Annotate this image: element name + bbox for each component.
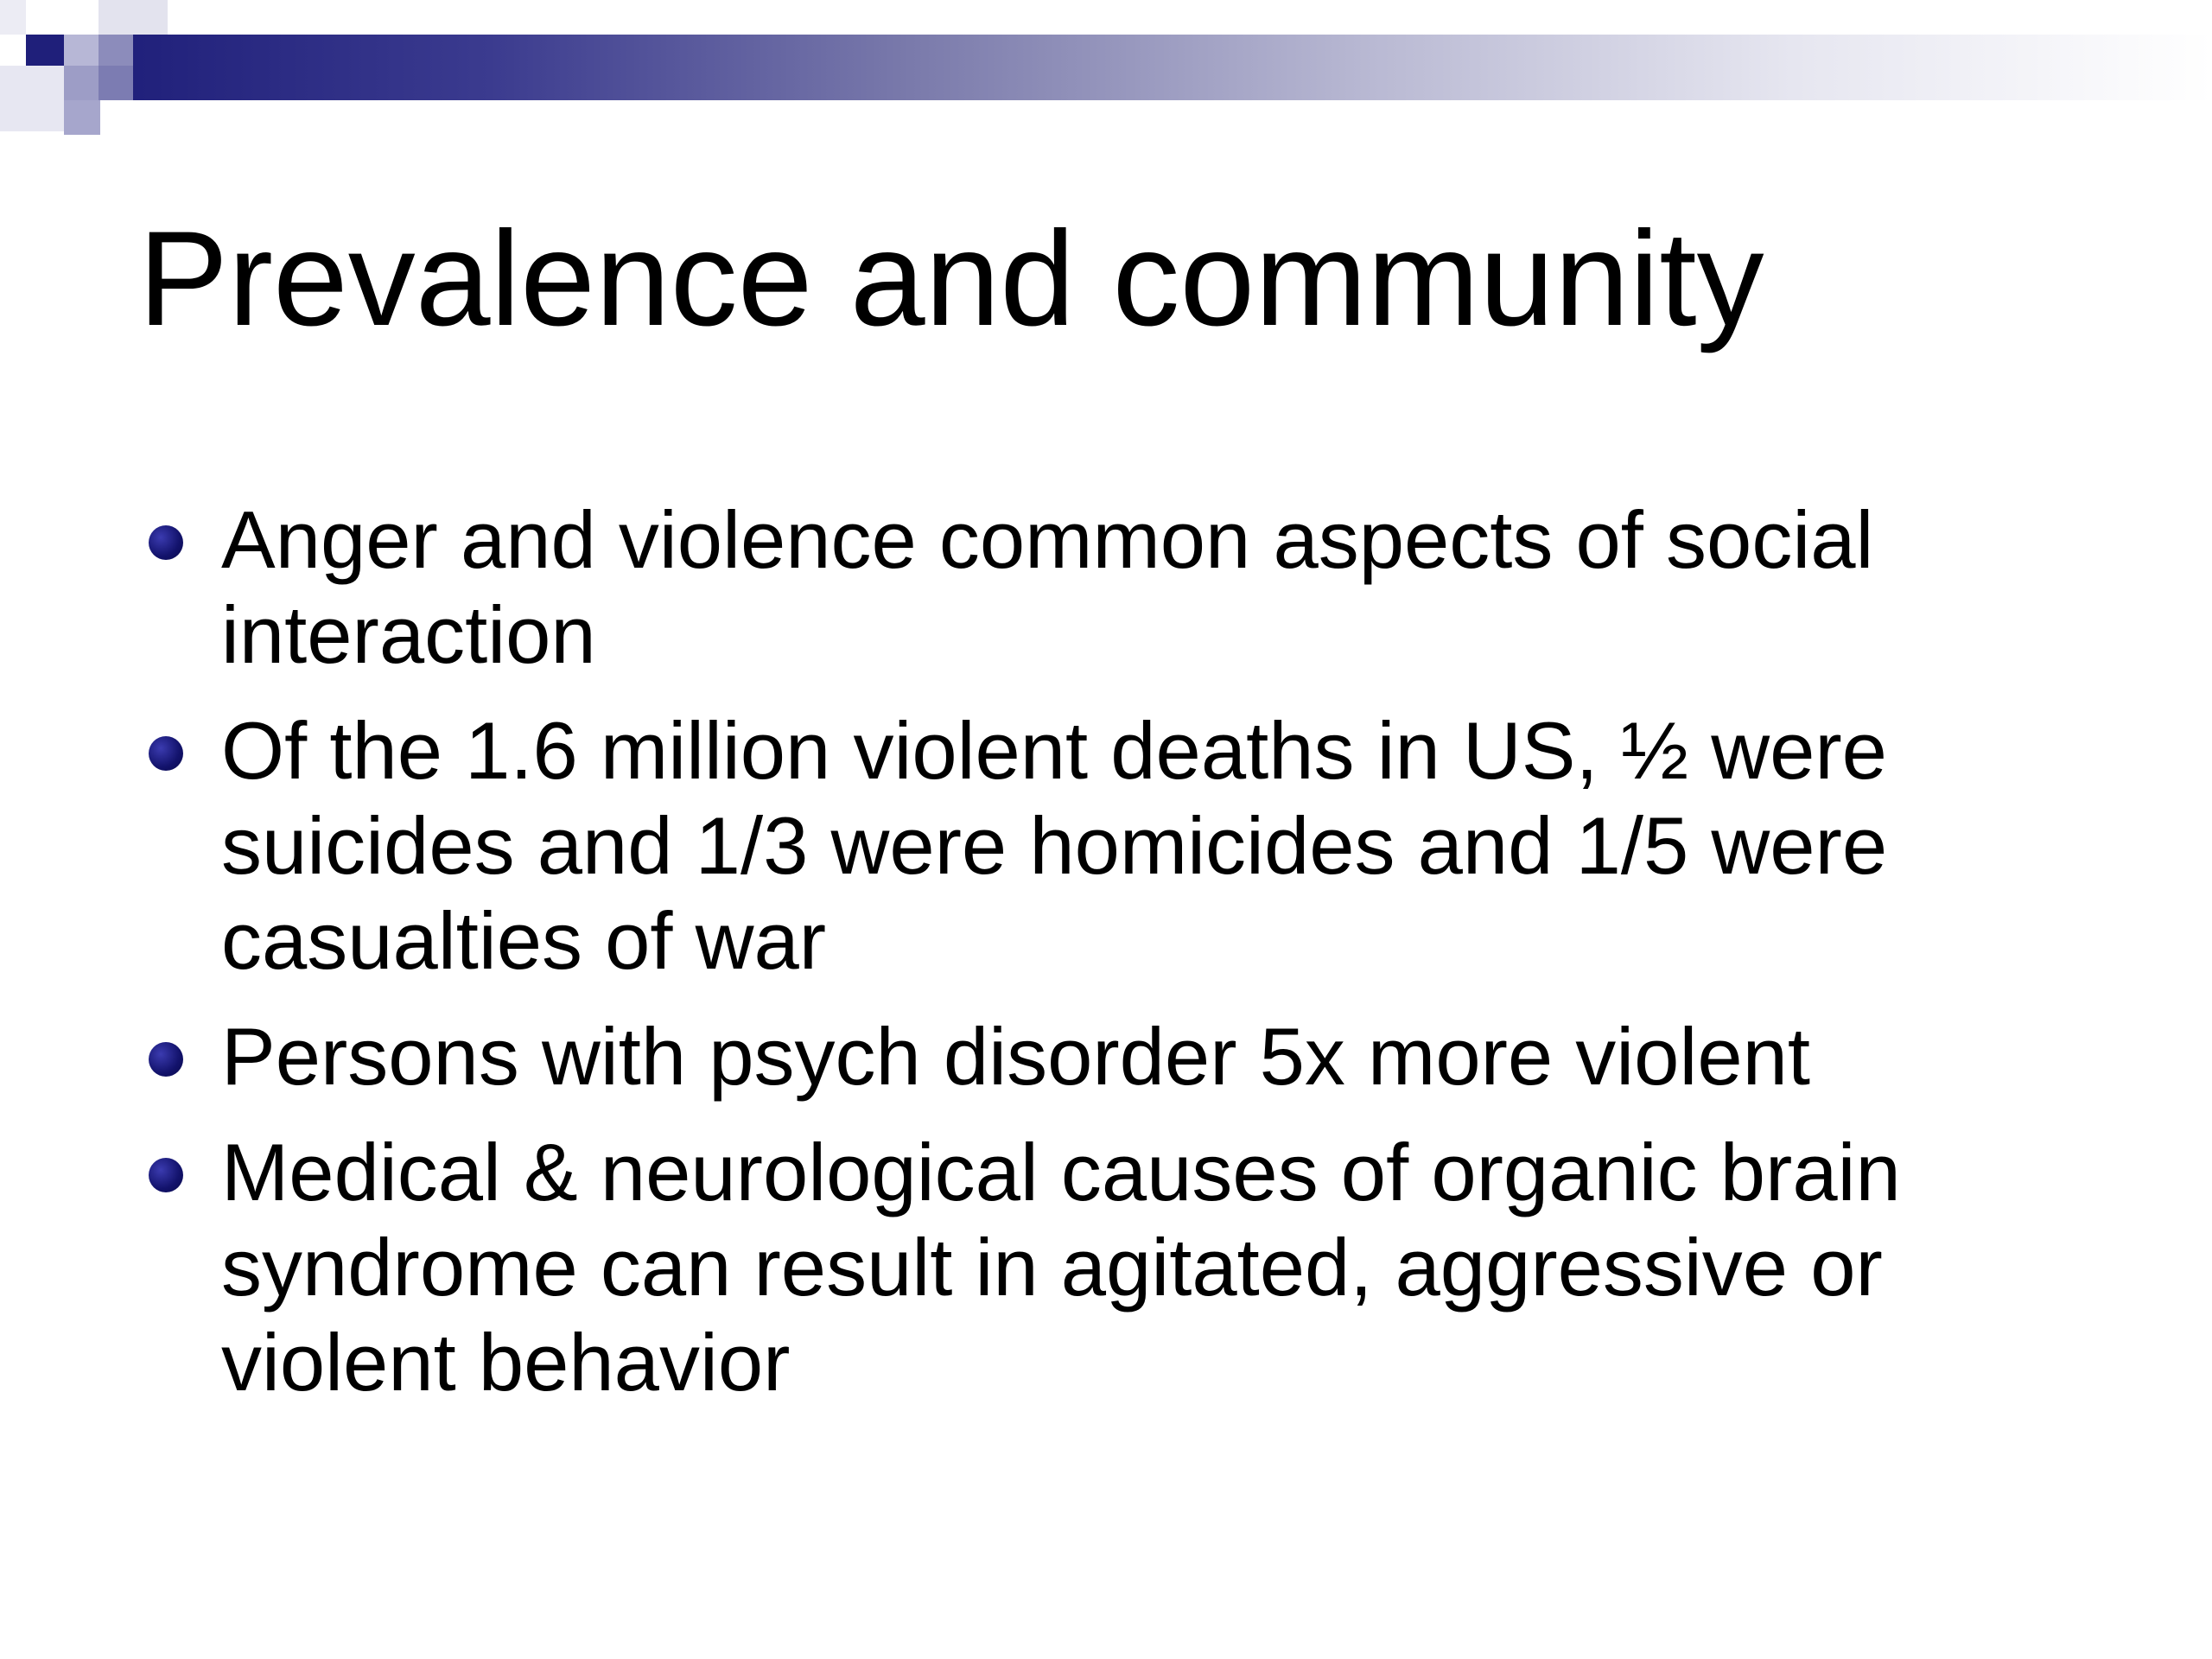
header-decorative-square xyxy=(0,66,64,131)
header-decorative-square xyxy=(99,35,133,66)
bullet-circle-icon xyxy=(149,1158,183,1192)
bullet-circle-icon xyxy=(149,1042,183,1077)
header-decorative-square xyxy=(99,0,168,35)
bullet-item xyxy=(138,1009,2082,1104)
header-decorative-square xyxy=(99,66,133,100)
bullet-text: Medical & neurological causes of organic brain syndrome can result in agitated, aggressive or violent behavior xyxy=(221,1127,1901,1408)
header-decorative-square xyxy=(0,0,26,35)
header-decorative-square xyxy=(64,100,100,135)
bullet-circle-icon xyxy=(149,525,183,560)
bullet-item xyxy=(138,493,2082,683)
header-decorative-square xyxy=(64,35,99,66)
bullet-item xyxy=(138,703,2082,988)
bullet-circle-icon xyxy=(149,736,183,771)
header-decorative-square xyxy=(26,35,64,66)
header-gradient-band xyxy=(112,35,2212,100)
header-decorative-square xyxy=(64,66,99,100)
slide-title: Prevalence and community xyxy=(138,204,1764,354)
bullet-text: Persons with psych disorder 5x more violent xyxy=(221,1011,1811,1102)
bullet-text: Of the 1.6 million violent deaths in US, ½ were suicides and 1/3 were homicides and 1/5 were casualties of war xyxy=(221,705,1888,986)
bullet-text: Anger and violence common aspects of social interaction xyxy=(221,494,1874,680)
bullet-item xyxy=(138,1125,2082,1410)
bullet-list xyxy=(138,493,2082,1431)
